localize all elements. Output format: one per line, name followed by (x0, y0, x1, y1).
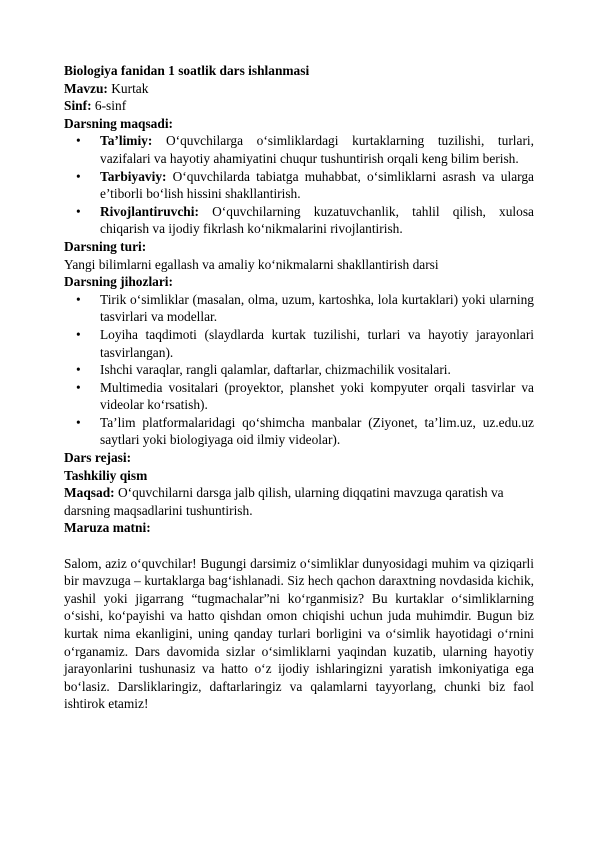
maqsad-list (64, 132, 534, 238)
sinf-line (64, 97, 534, 115)
mavzu-value: Kurtak (111, 80, 149, 96)
qism-maqsad-value: O‘quvchilarni darsga jalb qilish, ularning diqqatini mavzuga qaratish va darsning maqsadlarini tushuntirish. (64, 485, 504, 518)
qism-maqsad-label: Maqsad: (64, 485, 115, 501)
document-page (64, 62, 534, 713)
document-title: Biologiya fanidan 1 soatlik dars ishlanmasi (64, 63, 310, 78)
sinf-label: Sinf: (64, 98, 92, 114)
sinf-value: 6-sinf (94, 98, 127, 114)
paragraph-spacer (64, 537, 534, 555)
turi-heading: Darsning turi: (64, 238, 147, 254)
maruza-heading: Maruza matni: (64, 520, 151, 536)
maqsad-item-text: O‘quvchilarning kuzatuvchanlik, tahlil qilish, xulosa chiqarish va ijodiy fikrlash ko‘nikmalarini rivojlantirish. (100, 203, 534, 237)
tashkiliy-heading: Tashkiliy qism (64, 467, 148, 483)
jihozlar-item: • Tirik o‘simliklar (masalan, olma, uzum, kartoshka, lola kurtaklari) yoki ularning tasvirlari va modellar. (64, 291, 534, 326)
maqsad-item-label: Tarbiyaviy: (100, 168, 167, 184)
jihozlar-item: • Loyiha taqdimoti (slaydlarda kurtak tuzilishi, turlari va hayotiy jarayonlari tasvirlangan). (64, 326, 534, 361)
maqsad-item-tarbiyaviy (64, 168, 534, 203)
maqsad-item-talimiy (64, 132, 534, 167)
turi-text: Yangi bilimlarni egallash va amaliy ko‘nikmalarni shakllantirish darsi (64, 256, 439, 272)
maqsad-item-text: O‘quvchilarda tabiatga muhabbat, o‘simliklarni asrash va ularga e’tiborli bo‘lish hissini shakllantirish. (100, 168, 534, 202)
jihozlar-item: • Ishchi varaqlar, rangli qalamlar, daftarlar, chizmachilik vositalari. (64, 361, 534, 379)
mavzu-label: Mavzu: (64, 80, 108, 96)
maruza-paragraph: Salom, aziz o‘quvchilar! Bugungi darsimiz o‘simliklar dunyosidagi muhim va qiziqarli bir mavzuga – kurtaklarga bag‘ishlanadi. Siz hech qachon daraxtning novdasida kichik, yashil yoki jigarrang “tugmachalar”ni ko‘rganmisiz? Bu kurtaklar o‘simliklarning o‘sishi, ko‘payishi va hatto qishdan omon chiqishi uchun juda muhimdir. Bugun biz kurtak nima ekanligini, uning qanday turlari borligini va o‘simlik hayotidagi o‘rnini o‘rganamiz. Dars davomida sizlar o‘simliklarni yaqindan kuzatib, ularning hayotiy jarayonlarini tushunasiz va hatto o‘z ijodiy ishlaringizni yaratish imkoniyatiga ega bo‘lasiz. Darsliklaringiz, daftarlaringiz va qalamlarni tayyorlang, chunki biz faol ishtirok etamiz! (64, 555, 534, 712)
maqsad-item-text: O‘quvchilarga o‘simliklardagi kurtaklarning tuzilishi, turlari, vazifalari va hayotiy ahamiyatini chuqur tushuntirish orqali keng bilim berish. (100, 133, 535, 166)
jihozlar-item: • Multimedia vositalari (proyektor, planshet yoki kompyuter orqali tasvirlar va videolar ko‘rsatish). (64, 379, 534, 414)
jihozlar-list (64, 291, 534, 449)
reja-heading: Dars rejasi: (64, 450, 132, 466)
jihozlar-item: • Ta’lim platformalaridagi qo‘shimcha manbalar (Ziyonet, ta’lim.uz, uz.edu.uz saytlari yoki biologiyaga oid ilmiy videolar). (64, 414, 534, 449)
maqsad-item-rivojlantiruvchi (64, 203, 534, 238)
maqsad-heading: Darsning maqsadi: (64, 115, 174, 131)
jihozlar-heading: Darsning jihozlari: (64, 274, 173, 290)
maqsad-item-label: Ta’limiy: (100, 133, 153, 149)
mavzu-line (64, 80, 534, 98)
qism-maqsad-line (64, 484, 534, 519)
maqsad-item-label: Rivojlantiruvchi: (100, 203, 199, 219)
